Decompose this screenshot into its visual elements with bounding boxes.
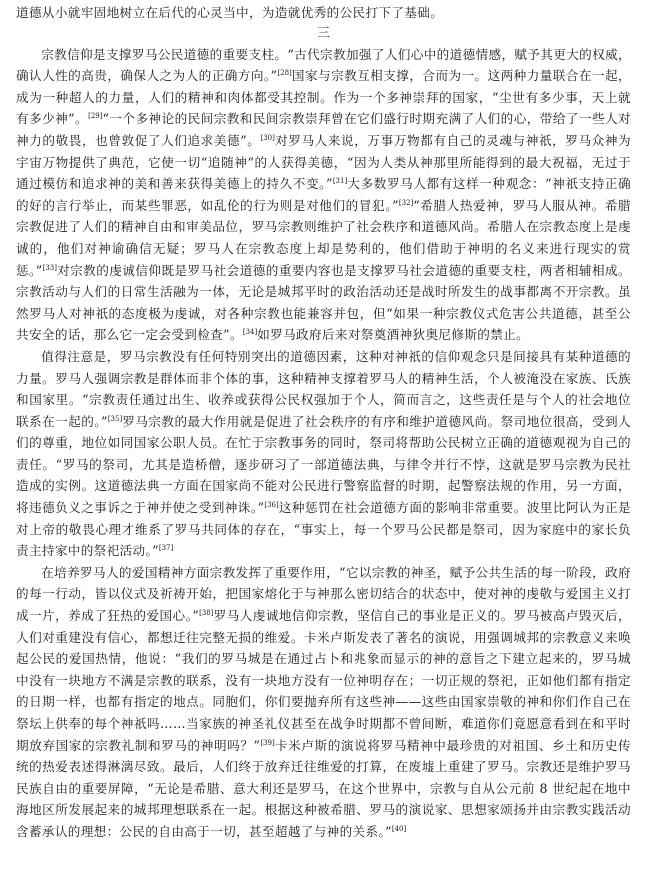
footnote-ref: [32] <box>398 198 414 207</box>
section-heading: 三 <box>316 25 330 41</box>
body-paragraph <box>16 2 631 24</box>
footnote-ref: [36] <box>264 501 279 510</box>
text-run: 罗马宗教的最大作用就是促进了社会秩序的有序和维护道德风尚。祭司地位很高，受到人们的尊重，地位如同国家公职人员。在忙于宗教事务的同时，祭司将帮助公民树立正确的道德观视为自己的责任。“罗马的祭司，尤其是造桥僧，逐步研习了一部道德法典，与律令并行不悖，这就是罗马宗教为民社造成的实例。这道德法典一方面在国家尚不能对公民进行警察监督的时期，起警察法规的作用，另一方面，将违德负义之事诉之于神并使之受到神诛。” <box>16 413 631 516</box>
text-run: 在培养罗马人的爱国精神方面宗教发挥了重要作用，“它以宗教的神圣，赋予公共生活的每一阶段，政府的每一行动，皆以仪式及祈祷开始，把国家熔化于与神那么密切结合的状态中，使对神的虔敬与爱国主义打成一片，养成了狂热的爱国心。” <box>16 564 631 624</box>
text-run: “希腊人热爱神，罗马人服从神。希腊宗教促进了人们的精神自由和审美品位，罗马宗教则维护了社会秩序和道德风尚。希腊人在宗教态度上是虔诚的，他们对神谕确信无疑；罗马人在宗教态度上却是势利的，他们借助于神明的名义来进行现实的赏惩。” <box>16 197 632 278</box>
text-run: 对罗马人来说，万事万物都有自己的灵魂与神祇，罗马众神为宇宙万物提供了典范，它使一切“追随神”的人获得美德，“因为人类从神那里所能得到的最大祝福，无过于通过模仿和追求神的美和善来获得美德上的持久不变。” <box>16 132 631 192</box>
footnote-ref: [33] <box>42 263 57 272</box>
footnote-ref: [30] <box>260 133 275 142</box>
footnote-ref: [40] <box>391 824 407 833</box>
text-run: 国家与宗教互相支撑，合而为一。这两种力量联合在一起，成为一种超人的力量，人们的精神和肉体都受其控制。作为一个多神崇拜的国家，“尘世有多少事，天上就有多少神”。 <box>16 68 631 127</box>
text-run: 罗马人虔诚地信仰宗教，坚信自己的事业是正义的。罗马被高卢毁灭后，人们对重建没有信心，都想迁往完整无损的维爱。卡米卢斯发表了著名的演说，用强调城邦的宗教意义来唤起公民的爱国热情，他说：“我们的罗马城是在通过占卜和兆象而显示的神的意旨之下建立起来的，罗马城中没有一块地方不满是宗教的联系，没有一块地方没有一位神明存在；一切正规的祭祀，正如他们都有指定的日期一样，也都有指定的地点。同胞们，你们要抛弃所有这些神——这些由国家崇敬的神和你们作自己在祭坛上供奉的每个神祇吗……当家族的神圣礼仪甚至在战争时期都不曾间断，难道你们竟愿意看到在和平时期放弃国家的宗教礼制和罗马的神明吗？” <box>16 608 631 753</box>
footnote-ref: [38] <box>199 609 214 618</box>
footnote-ref: [28] <box>277 69 292 78</box>
footnote-ref: [37] <box>158 544 174 553</box>
footnote-ref: [31] <box>332 177 348 186</box>
footnote-ref: [34] <box>242 328 258 337</box>
text-run: 值得注意是，罗马宗教没有任何特别突出的道德因素，这种对神祇的信仰观念只是间接具有某种道德的力量。罗马人强调宗教是群体而非个体的事，这种精神支撑着罗马人的精神生活，个人被淹没在家族、氏族和国家里。“宗教责任通过出生、收养或获得公民权强加于个人，简而言之，这些责任是与个人的社会地位联系在一起的。” <box>16 348 631 429</box>
text-run: 道德从小就牢固地树立在后代的心灵当中，为造就优秀的公民打下了基础。 <box>16 5 444 20</box>
text-run: 这种惩罚在社会道德方面的影响非常重要。波里比阿认为正是对上帝的敬畏心理才维系了罗马共同体的存在，“事实上，每一个罗马公民都是祭司，因为家庭中的家长负责主持家中的祭祀活动。” <box>16 500 632 559</box>
body-paragraph <box>16 44 631 346</box>
text-run: 对宗教的虔诚信仰既是罗马社会道德的重要内容也是支撑罗马社会道德的重要支柱，两者相辅相成。宗教活动与人们的日常生活融为一体，无论是城邦平时的政治活动还是战时所发生的战事都离不开宗教。虽然罗马人对神祇的态度极为虔诚，对各种宗教也能兼容并包，但“如果一种宗教仪式危害公共道德，甚至公共安全的话，那么它一定会受到检查”。 <box>16 262 631 343</box>
text-run: 如罗马政府后来对祭奠酒神狄奥尼修斯的禁止。 <box>257 327 530 343</box>
text-run: 大多数罗马人都有这样一种观念：“神祇支持正确的好的言行举止，而某些罪恶，如乱伦的行为则是对他们的冒犯。” <box>16 176 631 213</box>
text-run: 宗教信仰是支撑罗马公民道德的重要支柱。“古代宗教加强了人们心中的道德情感，赋予其更大的权威，确认人性的高贵，确保人之为人的正确方向。” <box>16 46 631 84</box>
text-run: 卡米卢斯的演说将罗马精神中最珍贵的对祖国、乡土和历史传统的热爱表述得淋漓尽致。最后，人们终于放弃迁往维爱的打算，在废墟上重建了罗马。宗教还是维护罗马民族自由的重要屏障，“无论是希腊、意大利还是罗马，在这个世界中，宗教与自从公元前 8 世纪起在地中海地区所发展起来的城邦理想联系在一起。根据这种被希腊、罗马的演说家、思想家颂扬并由宗教实践活动含蓄承认的理想：公民的自由高于一切，甚至超越了与神的关系。” <box>16 737 631 839</box>
text-run: “一个多神论的民间宗教和民间宗教崇拜曾在它们盛行时期充满了人们的心，带给了一些人对神力的敬畏，也曾敦促了人们追求美德”。 <box>16 111 631 148</box>
body-paragraph <box>16 562 631 843</box>
footnote-ref: [29] <box>88 112 103 121</box>
footnote-ref: [39] <box>260 738 275 747</box>
body-paragraph <box>16 346 631 562</box>
footnote-ref: [35] <box>107 414 123 423</box>
